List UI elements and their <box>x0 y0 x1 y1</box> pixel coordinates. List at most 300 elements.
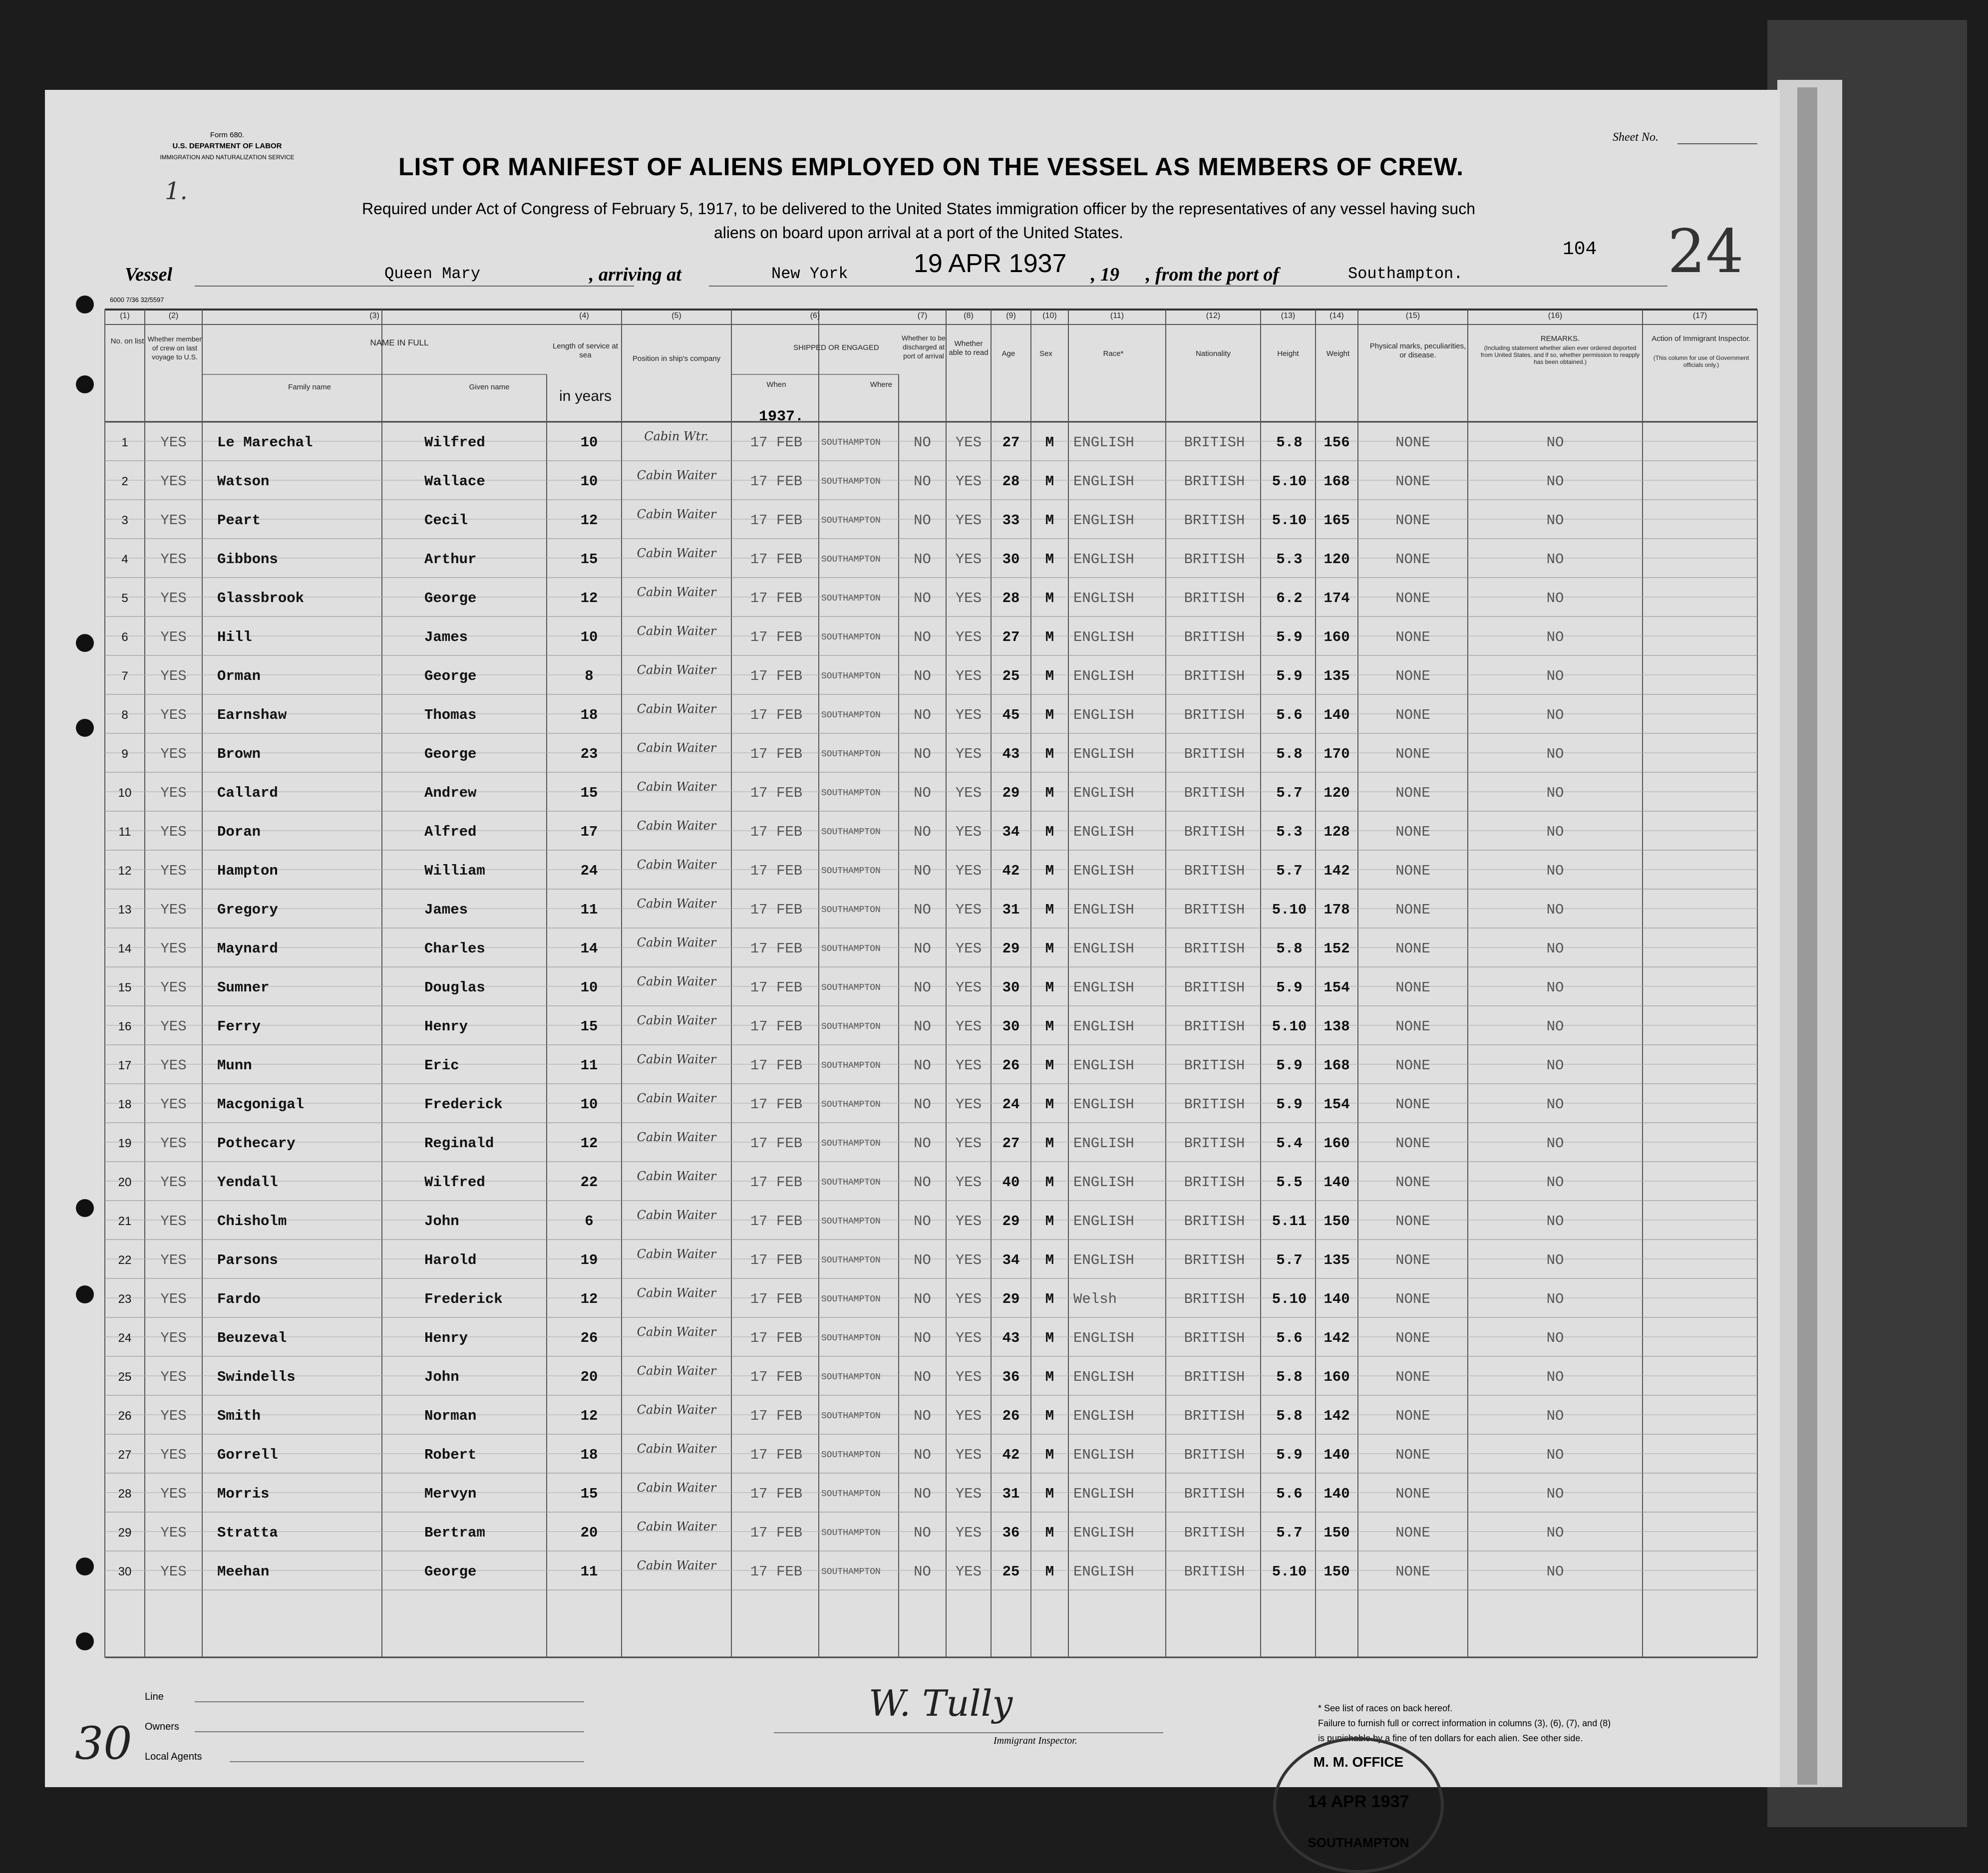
cell-age: 29 <box>1002 940 1020 957</box>
cell-age: 43 <box>1002 746 1020 762</box>
header-nationality: Nationality <box>1195 349 1231 358</box>
cell-given-name: William <box>424 863 485 879</box>
cell-shipped-when: 17 FEB <box>750 1408 803 1424</box>
cell-shipped-when: 17 FEB <box>750 434 803 451</box>
cell-nationality: BRITISH <box>1184 785 1245 801</box>
cell-weight: 165 <box>1324 512 1350 529</box>
cell-race: ENGLISH <box>1073 1213 1134 1230</box>
cell-row-number: 13 <box>118 903 132 917</box>
cell-family-name: Pothecary <box>217 1135 296 1152</box>
cell-nationality: BRITISH <box>1184 551 1245 568</box>
cell-given-name: John <box>424 1369 459 1385</box>
cell-age: 34 <box>1002 1252 1020 1268</box>
cell-race: ENGLISH <box>1073 979 1134 996</box>
header-given-name: Given name <box>469 383 510 391</box>
cell-weight: 120 <box>1324 551 1350 568</box>
cell-prev-voyage: YES <box>160 1057 187 1074</box>
cell-discharged: NO <box>914 590 931 607</box>
cell-given-name: Robert <box>424 1447 477 1463</box>
cell-given-name: George <box>424 746 477 762</box>
cell-position: Cabin Waiter <box>637 1403 716 1417</box>
cell-sex: M <box>1045 668 1054 684</box>
cell-sex: M <box>1045 1563 1054 1580</box>
cell-given-name: Wilfred <box>424 434 485 451</box>
cell-given-name: Cecil <box>424 512 468 529</box>
cell-shipped-where: SOUTHAMPTON <box>821 749 881 759</box>
cell-shipped-when: 17 FEB <box>750 1447 803 1463</box>
cell-row-number: 25 <box>118 1370 132 1384</box>
cell-race: ENGLISH <box>1073 824 1134 840</box>
cell-given-name: Bertram <box>424 1525 485 1541</box>
cell-weight: 168 <box>1324 1057 1350 1074</box>
cell-family-name: Gorrell <box>217 1447 278 1463</box>
cell-discharged: NO <box>914 668 931 684</box>
cell-remarks: NO <box>1546 1135 1564 1152</box>
cell-position: Cabin Waiter <box>637 507 716 521</box>
cell-position: Cabin Waiter <box>637 468 716 482</box>
column-number: (1) <box>120 312 130 320</box>
cell-shipped-where: SOUTHAMPTON <box>821 1139 881 1149</box>
cell-height: 5.8 <box>1276 1369 1303 1385</box>
cell-family-name: Earnshaw <box>217 707 287 723</box>
cell-height: 5.6 <box>1276 1330 1303 1346</box>
cell-shipped-where: SOUTHAMPTON <box>821 671 881 681</box>
cell-nationality: BRITISH <box>1184 1447 1245 1463</box>
cell-discharged: NO <box>914 1447 931 1463</box>
cell-shipped-where: SOUTHAMPTON <box>821 477 881 487</box>
cell-service-years: 19 <box>580 1252 598 1268</box>
cell-nationality: BRITISH <box>1184 940 1245 957</box>
cell-service-years: 10 <box>580 434 598 451</box>
cell-sex: M <box>1045 1135 1054 1152</box>
cell-height: 5.4 <box>1276 1135 1303 1152</box>
handwritten-sheet-number: 24 <box>1667 217 1744 287</box>
arriving-at-label: , arriving at <box>589 264 681 285</box>
header-name-in-full: NAME IN FULL <box>370 338 429 347</box>
cell-position: Cabin Waiter <box>637 1091 716 1105</box>
cell-height: 5.5 <box>1276 1174 1303 1191</box>
cell-discharged: NO <box>914 824 931 840</box>
cell-shipped-where: SOUTHAMPTON <box>821 1217 881 1227</box>
vessel-name: Queen Mary <box>384 265 481 283</box>
column-number: (5) <box>671 312 681 320</box>
cell-discharged: NO <box>914 629 931 645</box>
cell-remarks: NO <box>1546 1252 1564 1268</box>
cell-age: 27 <box>1002 1135 1020 1152</box>
cell-weight: 140 <box>1324 1174 1350 1191</box>
cell-remarks: NO <box>1546 629 1564 645</box>
column-number: (7) <box>917 312 928 320</box>
cell-shipped-where: SOUTHAMPTON <box>821 1528 881 1538</box>
cell-prev-voyage: YES <box>160 1096 187 1113</box>
cell-family-name: Swindells <box>217 1369 296 1385</box>
cell-given-name: Eric <box>424 1057 459 1074</box>
cell-weight: 160 <box>1324 1369 1350 1385</box>
cell-able-to-read: YES <box>955 1369 982 1385</box>
cell-physical-marks: NONE <box>1395 1369 1430 1385</box>
cell-height: 5.8 <box>1276 940 1303 957</box>
cell-physical-marks: NONE <box>1395 1447 1430 1463</box>
cell-shipped-where: SOUTHAMPTON <box>821 1100 881 1110</box>
column-number: (11) <box>1110 312 1124 320</box>
cell-prev-voyage: YES <box>160 512 187 529</box>
cell-given-name: Mervyn <box>424 1486 477 1502</box>
cell-age: 45 <box>1002 707 1020 723</box>
cell-family-name: Smith <box>217 1408 261 1424</box>
cell-age: 43 <box>1002 1330 1020 1346</box>
cell-able-to-read: YES <box>955 590 982 607</box>
cell-discharged: NO <box>914 551 931 568</box>
cell-able-to-read: YES <box>955 629 982 645</box>
cell-able-to-read: YES <box>955 1563 982 1580</box>
cell-given-name: Arthur <box>424 551 477 568</box>
cell-family-name: Ferry <box>217 1018 261 1035</box>
cell-age: 27 <box>1002 629 1020 645</box>
header-no-on-list: No. on list <box>110 337 144 345</box>
cell-race: ENGLISH <box>1073 590 1134 607</box>
cell-physical-marks: NONE <box>1395 824 1430 840</box>
cell-able-to-read: YES <box>955 824 982 840</box>
cell-remarks: NO <box>1546 473 1564 490</box>
cell-row-number: 7 <box>121 669 128 683</box>
cell-family-name: Yendall <box>217 1174 278 1191</box>
cell-sex: M <box>1045 1096 1054 1113</box>
cell-race: ENGLISH <box>1073 551 1134 568</box>
cell-given-name: George <box>424 1563 477 1580</box>
agents-field <box>230 1761 584 1762</box>
cell-family-name: Munn <box>217 1057 252 1074</box>
cell-remarks: NO <box>1546 746 1564 762</box>
cell-age: 26 <box>1002 1057 1020 1074</box>
cell-shipped-where: SOUTHAMPTON <box>821 710 881 720</box>
cell-physical-marks: NONE <box>1395 551 1430 568</box>
cell-position: Cabin Waiter <box>637 1286 716 1300</box>
cell-remarks: NO <box>1546 1291 1564 1307</box>
cell-family-name: Doran <box>217 824 261 840</box>
cell-given-name: Harold <box>424 1252 477 1268</box>
cell-given-name: Charles <box>424 940 485 957</box>
cell-family-name: Hill <box>217 629 252 645</box>
cell-service-years: 18 <box>580 1447 598 1463</box>
cell-given-name: Thomas <box>424 707 477 723</box>
column-number: (16) <box>1548 312 1563 320</box>
cell-given-name: Andrew <box>424 785 477 801</box>
cell-remarks: NO <box>1546 785 1564 801</box>
cell-height: 5.6 <box>1276 1486 1303 1502</box>
cell-able-to-read: YES <box>955 746 982 762</box>
cell-physical-marks: NONE <box>1395 1135 1430 1152</box>
cell-sex: M <box>1045 824 1054 840</box>
cell-remarks: NO <box>1546 1018 1564 1035</box>
cell-physical-marks: NONE <box>1395 512 1430 529</box>
cell-race: ENGLISH <box>1073 1486 1134 1502</box>
cell-service-years: 20 <box>580 1525 598 1541</box>
cell-shipped-when: 17 FEB <box>750 668 803 684</box>
header-remarks: REMARKS. <box>1540 334 1580 343</box>
cell-able-to-read: YES <box>955 551 982 568</box>
binder-hole <box>76 1558 94 1575</box>
cell-age: 29 <box>1002 1291 1020 1307</box>
cell-height: 5.10 <box>1272 1563 1307 1580</box>
cell-nationality: BRITISH <box>1184 1174 1245 1191</box>
cell-shipped-when: 17 FEB <box>750 785 803 801</box>
cell-height: 5.3 <box>1276 551 1303 568</box>
cell-sex: M <box>1045 1057 1054 1074</box>
cell-nationality: BRITISH <box>1184 1369 1245 1385</box>
cell-row-number: 20 <box>118 1176 132 1189</box>
cell-prev-voyage: YES <box>160 1174 187 1191</box>
cell-prev-voyage: YES <box>160 785 187 801</box>
cell-discharged: NO <box>914 1525 931 1541</box>
cell-height: 5.7 <box>1276 863 1303 879</box>
cell-shipped-where: SOUTHAMPTON <box>821 983 881 993</box>
binder-hole <box>76 1632 94 1650</box>
signature-line <box>774 1732 1163 1733</box>
line-field <box>195 1701 584 1702</box>
column-number: (9) <box>1006 312 1016 320</box>
cell-height: 5.3 <box>1276 824 1303 840</box>
cell-nationality: BRITISH <box>1184 473 1245 490</box>
cell-height: 5.10 <box>1272 1291 1307 1307</box>
cell-service-years: 15 <box>580 785 598 801</box>
cell-weight: 160 <box>1324 629 1350 645</box>
cell-position: Cabin Waiter <box>637 780 716 794</box>
cell-weight: 156 <box>1324 434 1350 451</box>
cell-race: ENGLISH <box>1073 1057 1134 1074</box>
cell-position: Cabin Waiter <box>637 1052 716 1066</box>
header-height: Height <box>1277 349 1299 358</box>
cell-shipped-when: 17 FEB <box>750 1135 803 1152</box>
cell-shipped-where: SOUTHAMPTON <box>821 1255 881 1265</box>
cell-height: 5.11 <box>1272 1213 1307 1230</box>
cell-able-to-read: YES <box>955 473 982 490</box>
cell-sex: M <box>1045 1525 1054 1541</box>
cell-sex: M <box>1045 785 1054 801</box>
cell-race: ENGLISH <box>1073 707 1134 723</box>
cell-position: Cabin Waiter <box>637 1364 716 1378</box>
cell-remarks: NO <box>1546 1447 1564 1463</box>
cell-service-years: 10 <box>580 473 598 490</box>
cell-row-number: 15 <box>118 981 132 994</box>
cell-row-number: 8 <box>121 708 128 722</box>
cell-discharged: NO <box>914 1135 931 1152</box>
cell-age: 31 <box>1002 1486 1020 1502</box>
cell-shipped-when: 17 FEB <box>750 746 803 762</box>
cell-remarks: NO <box>1546 979 1564 996</box>
cell-shipped-where: SOUTHAMPTON <box>821 1567 881 1577</box>
cell-age: 31 <box>1002 902 1020 918</box>
cell-row-number: 12 <box>118 864 132 878</box>
cell-remarks: NO <box>1546 707 1564 723</box>
handwritten-bottom-mark: 30 <box>75 1717 132 1770</box>
stamp-date: 14 APR 1937 <box>1308 1792 1409 1811</box>
cell-remarks: NO <box>1546 863 1564 879</box>
cell-sex: M <box>1045 590 1054 607</box>
stamp-bottom-text: SOUTHAMPTON <box>1308 1835 1409 1850</box>
cell-shipped-when: 17 FEB <box>750 1018 803 1035</box>
cell-remarks: NO <box>1546 1330 1564 1346</box>
cell-physical-marks: NONE <box>1395 746 1430 762</box>
cell-physical-marks: NONE <box>1395 668 1430 684</box>
cell-discharged: NO <box>914 707 931 723</box>
cell-service-years: 10 <box>580 979 598 996</box>
cell-discharged: NO <box>914 1252 931 1268</box>
cell-nationality: BRITISH <box>1184 863 1245 879</box>
cell-family-name: Callard <box>217 785 278 801</box>
cell-shipped-when: 17 FEB <box>750 1486 803 1502</box>
header-race: Race* <box>1103 349 1124 358</box>
cell-family-name: Beuzeval <box>217 1330 287 1346</box>
cell-prev-voyage: YES <box>160 629 187 645</box>
cell-row-number: 11 <box>118 825 131 839</box>
cell-family-name: Peart <box>217 512 261 529</box>
cell-weight: 150 <box>1324 1213 1350 1230</box>
cell-physical-marks: NONE <box>1395 434 1430 451</box>
column-number: (6) <box>810 312 820 320</box>
cell-discharged: NO <box>914 1291 931 1307</box>
arrival-date-stamp: 19 APR 1937 <box>914 249 1067 278</box>
cell-position: Cabin Waiter <box>637 1481 716 1495</box>
cell-discharged: NO <box>914 1057 931 1074</box>
cell-able-to-read: YES <box>955 1525 982 1541</box>
cell-weight: 152 <box>1324 940 1350 957</box>
cell-discharged: NO <box>914 434 931 451</box>
cell-shipped-where: SOUTHAMPTON <box>821 1022 881 1032</box>
cell-remarks: NO <box>1546 824 1564 840</box>
cell-service-years: 20 <box>580 1369 598 1385</box>
cell-prev-voyage: YES <box>160 668 187 684</box>
cell-family-name: Morris <box>217 1486 270 1502</box>
cell-shipped-where: SOUTHAMPTON <box>821 594 881 604</box>
cell-race: ENGLISH <box>1073 1174 1134 1191</box>
cell-physical-marks: NONE <box>1395 1291 1430 1307</box>
cell-shipped-where: SOUTHAMPTON <box>821 944 881 954</box>
cell-prev-voyage: YES <box>160 940 187 957</box>
cell-given-name: Frederick <box>424 1096 503 1113</box>
cell-able-to-read: YES <box>955 863 982 879</box>
cell-nationality: BRITISH <box>1184 1525 1245 1541</box>
cell-age: 36 <box>1002 1369 1020 1385</box>
cell-height: 5.7 <box>1276 1525 1303 1541</box>
cell-height: 5.6 <box>1276 707 1303 723</box>
cell-prev-voyage: YES <box>160 1408 187 1424</box>
cell-shipped-where: SOUTHAMPTON <box>821 1372 881 1382</box>
cell-service-years: 11 <box>580 1563 598 1580</box>
cell-given-name: Henry <box>424 1018 468 1035</box>
cell-age: 40 <box>1002 1174 1020 1191</box>
column-number: (13) <box>1281 312 1296 320</box>
cell-physical-marks: NONE <box>1395 707 1430 723</box>
cell-discharged: NO <box>914 979 931 996</box>
footnote-races: * See list of races on back hereof. <box>1318 1703 1453 1713</box>
cell-age: 24 <box>1002 1096 1020 1113</box>
header-in-years: in years <box>559 388 612 404</box>
cell-prev-voyage: YES <box>160 1486 187 1502</box>
cell-prev-voyage: YES <box>160 473 187 490</box>
cell-sex: M <box>1045 746 1054 762</box>
cell-service-years: 10 <box>580 629 598 645</box>
cell-shipped-when: 17 FEB <box>750 512 803 529</box>
cell-able-to-read: YES <box>955 1096 982 1113</box>
cell-row-number: 5 <box>121 592 128 605</box>
cell-weight: 120 <box>1324 785 1350 801</box>
cell-sex: M <box>1045 1447 1054 1463</box>
cell-given-name: Henry <box>424 1330 468 1346</box>
cell-shipped-when: 17 FEB <box>750 1563 803 1580</box>
cell-race: ENGLISH <box>1073 1408 1134 1424</box>
header-discharged: Whether to be discharged at port of arrival <box>902 334 946 360</box>
cell-physical-marks: NONE <box>1395 1213 1430 1230</box>
column-number: (12) <box>1206 312 1221 320</box>
cell-prev-voyage: YES <box>160 1563 187 1580</box>
cell-weight: 138 <box>1324 1018 1350 1035</box>
cell-height: 5.9 <box>1276 979 1303 996</box>
header-weight: Weight <box>1326 349 1350 358</box>
cell-sex: M <box>1045 1252 1054 1268</box>
cell-service-years: 12 <box>580 1291 598 1307</box>
cell-discharged: NO <box>914 785 931 801</box>
cell-nationality: BRITISH <box>1184 512 1245 529</box>
cell-family-name: Macgonigal <box>217 1096 305 1113</box>
cell-physical-marks: NONE <box>1395 629 1430 645</box>
cell-given-name: Norman <box>424 1408 477 1424</box>
cell-discharged: NO <box>914 746 931 762</box>
cell-height: 5.9 <box>1276 1447 1303 1463</box>
cell-age: 28 <box>1002 590 1020 607</box>
cell-sex: M <box>1045 1408 1054 1424</box>
cell-shipped-where: SOUTHAMPTON <box>821 1294 881 1304</box>
cell-age: 29 <box>1002 1213 1020 1230</box>
cell-weight: 140 <box>1324 1447 1350 1463</box>
page-subtitle-line-1: Required under Act of Congress of February 5, 1917, to be delivered to the United States immigration officer by the representatives of any vessel having such <box>362 200 1475 218</box>
header-age: Age <box>1001 349 1015 358</box>
cell-given-name: James <box>424 629 468 645</box>
cell-weight: 142 <box>1324 863 1350 879</box>
cell-shipped-when: 17 FEB <box>750 979 803 996</box>
cell-shipped-when: 17 FEB <box>750 1525 803 1541</box>
cell-remarks: NO <box>1546 1213 1564 1230</box>
cell-row-number: 2 <box>121 475 128 488</box>
cell-shipped-where: SOUTHAMPTON <box>821 1450 881 1460</box>
cell-sex: M <box>1045 512 1054 529</box>
cell-given-name: Alfred <box>424 824 477 840</box>
cell-position: Cabin Waiter <box>637 897 716 911</box>
service-name: IMMIGRATION AND NATURALIZATION SERVICE <box>160 154 295 161</box>
cell-able-to-read: YES <box>955 785 982 801</box>
cell-age: 25 <box>1002 1563 1020 1580</box>
cell-weight: 170 <box>1324 746 1350 762</box>
cell-row-number: 28 <box>118 1487 132 1501</box>
cell-sex: M <box>1045 1174 1054 1191</box>
cell-nationality: BRITISH <box>1184 590 1245 607</box>
cell-nationality: BRITISH <box>1184 1330 1245 1346</box>
column-number: (2) <box>168 312 179 320</box>
cell-race: ENGLISH <box>1073 940 1134 957</box>
cell-discharged: NO <box>914 512 931 529</box>
cell-sex: M <box>1045 1369 1054 1385</box>
cell-sex: M <box>1045 979 1054 996</box>
cell-family-name: Watson <box>217 473 270 490</box>
cell-sex: M <box>1045 863 1054 879</box>
cell-row-number: 1 <box>121 436 128 449</box>
cell-nationality: BRITISH <box>1184 1018 1245 1035</box>
cell-physical-marks: NONE <box>1395 785 1430 801</box>
cell-able-to-read: YES <box>955 1447 982 1463</box>
cell-row-number: 27 <box>118 1448 132 1462</box>
cell-service-years: 10 <box>580 1096 598 1113</box>
cell-age: 29 <box>1002 785 1020 801</box>
header-sex: Sex <box>1039 349 1052 358</box>
